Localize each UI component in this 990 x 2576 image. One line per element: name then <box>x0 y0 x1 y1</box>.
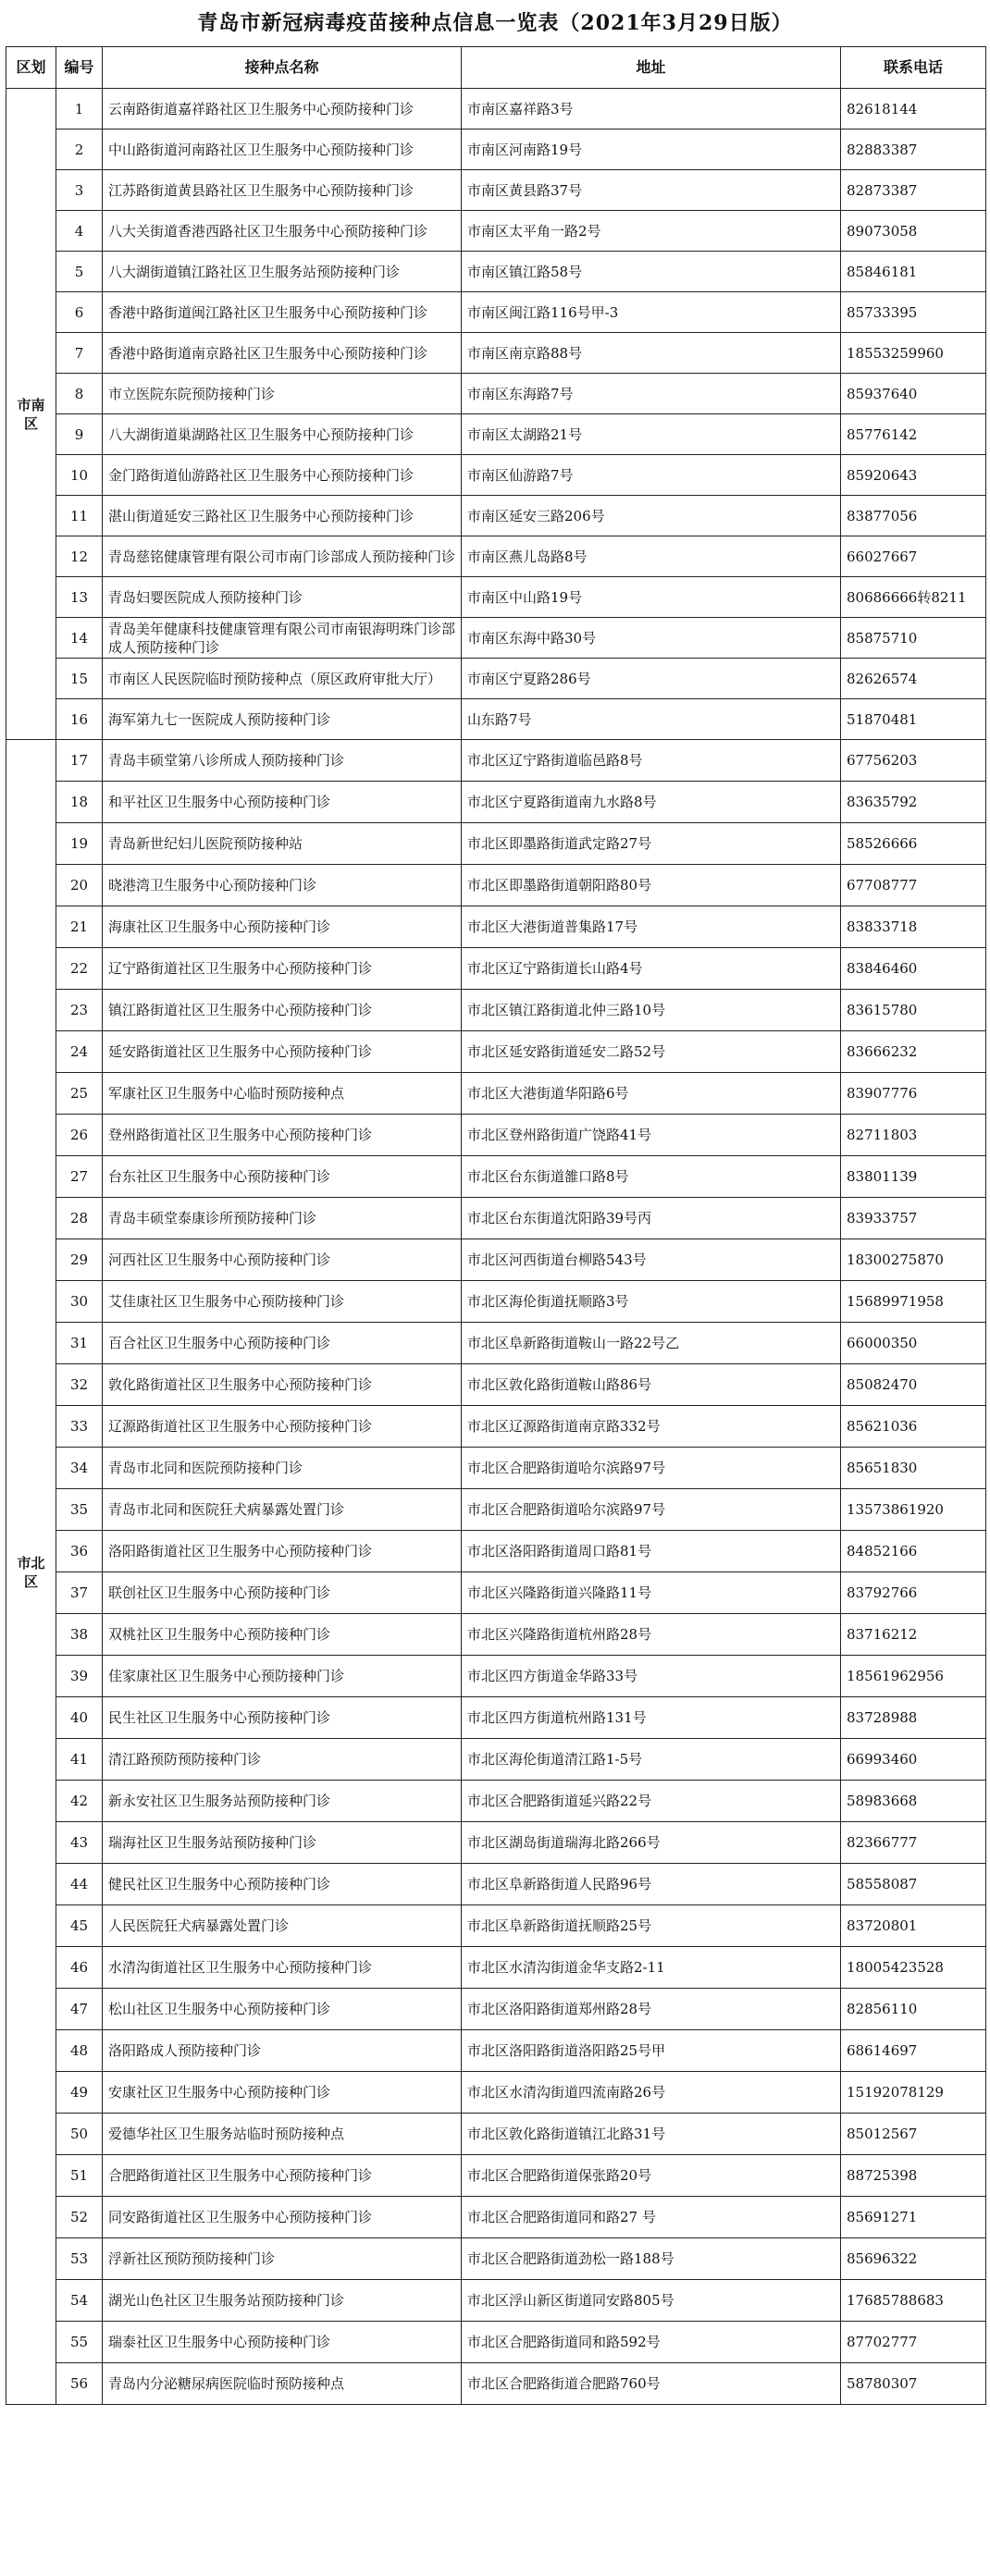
row-number-cell: 7 <box>56 333 103 374</box>
site-name-cell: 浮新社区预防预防接种门诊 <box>103 2238 462 2280</box>
header-phone: 联系电话 <box>841 47 986 89</box>
table-row <box>6 699 986 740</box>
row-number-cell: 20 <box>56 865 103 906</box>
site-name-cell: 市南区人民医院临时预防接种点（原区政府审批大厅） <box>103 659 462 699</box>
row-number-cell: 30 <box>56 1281 103 1323</box>
table-row <box>6 2322 986 2363</box>
row-number-cell: 15 <box>56 659 103 699</box>
table-row <box>6 1531 986 1572</box>
row-number-cell: 50 <box>56 2114 103 2155</box>
site-name-cell: 中山路街道河南路社区卫生服务中心预防接种门诊 <box>103 129 462 170</box>
phone-cell: 85733395 <box>841 292 986 333</box>
row-number-cell: 42 <box>56 1781 103 1822</box>
phone-cell: 18005423528 <box>841 1947 986 1989</box>
row-number-cell: 33 <box>56 1406 103 1448</box>
page-title: 青岛市新冠病毒疫苗接种点信息一览表（2021年3月29日版） <box>197 11 793 35</box>
row-number-cell: 4 <box>56 211 103 252</box>
address-cell: 市北区辽宁路街道临邑路8号 <box>462 740 841 782</box>
site-name-cell: 洛阳路街道社区卫生服务中心预防接种门诊 <box>103 1531 462 1572</box>
phone-cell: 85691271 <box>841 2197 986 2238</box>
table-row <box>6 1198 986 1239</box>
phone-cell: 85875710 <box>841 618 986 659</box>
table-row <box>6 1947 986 1989</box>
site-name-cell: 晓港湾卫生服务中心预防接种门诊 <box>103 865 462 906</box>
table-row <box>6 211 986 252</box>
address-cell: 市北区水清沟街道金华支路2-11 <box>462 1947 841 1989</box>
district-cell: 市北区 <box>6 740 56 2405</box>
phone-cell: 80686666转8211 <box>841 577 986 618</box>
row-number-cell: 28 <box>56 1198 103 1239</box>
phone-cell: 82626574 <box>841 659 986 699</box>
address-cell: 山东路7号 <box>462 699 841 740</box>
address-cell: 市北区即墨路街道武定路27号 <box>462 823 841 865</box>
site-name-cell: 青岛市北同和医院狂犬病暴露处置门诊 <box>103 1489 462 1531</box>
phone-cell: 82618144 <box>841 89 986 129</box>
table-row <box>6 2114 986 2155</box>
site-name-cell: 军康社区卫生服务中心临时预防接种点 <box>103 1073 462 1115</box>
row-number-cell: 21 <box>56 906 103 948</box>
address-cell: 市北区湖岛街道瑞海北路266号 <box>462 1822 841 1864</box>
site-name-cell: 八大湖街道巢湖路社区卫生服务中心预防接种门诊 <box>103 414 462 455</box>
row-number-cell: 8 <box>56 374 103 414</box>
header-name: 接种点名称 <box>103 47 462 89</box>
site-name-cell: 海军第九七一医院成人预防接种门诊 <box>103 699 462 740</box>
address-cell: 市北区合肥路街道哈尔滨路97号 <box>462 1448 841 1489</box>
site-name-cell: 瑞海社区卫生服务站预防接种门诊 <box>103 1822 462 1864</box>
table-row <box>6 1989 986 2030</box>
table-row <box>6 2072 986 2114</box>
row-number-cell: 24 <box>56 1031 103 1073</box>
row-number-cell: 55 <box>56 2322 103 2363</box>
phone-cell: 66000350 <box>841 1323 986 1364</box>
row-number-cell: 14 <box>56 618 103 659</box>
site-name-cell: 瑞泰社区卫生服务中心预防接种门诊 <box>103 2322 462 2363</box>
phone-cell: 68614697 <box>841 2030 986 2072</box>
row-number-cell: 17 <box>56 740 103 782</box>
address-cell: 市南区南京路88号 <box>462 333 841 374</box>
site-name-cell: 合肥路街道社区卫生服务中心预防接种门诊 <box>103 2155 462 2197</box>
table-row <box>6 1864 986 1905</box>
site-name-cell: 青岛美年健康科技健康管理有限公司市南银海明珠门诊部成人预防接种门诊 <box>103 618 462 659</box>
phone-cell: 83635792 <box>841 782 986 823</box>
phone-cell: 85651830 <box>841 1448 986 1489</box>
address-cell: 市北区合肥路街道保张路20号 <box>462 2155 841 2197</box>
table-header-row <box>6 47 986 89</box>
phone-cell: 82856110 <box>841 1989 986 2030</box>
site-name-cell: 人民医院狂犬病暴露处置门诊 <box>103 1905 462 1947</box>
address-cell: 市北区即墨路街道朝阳路80号 <box>462 865 841 906</box>
phone-cell: 66027667 <box>841 536 986 577</box>
address-cell: 市北区河西街道台柳路543号 <box>462 1239 841 1281</box>
address-cell: 市南区河南路19号 <box>462 129 841 170</box>
address-cell: 市南区东海路7号 <box>462 374 841 414</box>
site-name-cell: 香港中路街道南京路社区卫生服务中心预防接种门诊 <box>103 333 462 374</box>
address-cell: 市北区大港街道普集路17号 <box>462 906 841 948</box>
row-number-cell: 39 <box>56 1656 103 1697</box>
row-number-cell: 5 <box>56 252 103 292</box>
table-row <box>6 618 986 659</box>
row-number-cell: 35 <box>56 1489 103 1531</box>
row-number-cell: 29 <box>56 1239 103 1281</box>
table-row <box>6 823 986 865</box>
site-name-cell: 双桃社区卫生服务中心预防接种门诊 <box>103 1614 462 1656</box>
phone-cell: 58983668 <box>841 1781 986 1822</box>
address-cell: 市北区延安路街道延安二路52号 <box>462 1031 841 1073</box>
address-cell: 市北区阜新路街道人民路96号 <box>462 1864 841 1905</box>
site-name-cell: 青岛丰硕堂第八诊所成人预防接种门诊 <box>103 740 462 782</box>
phone-cell: 15192078129 <box>841 2072 986 2114</box>
site-name-cell: 江苏路街道黄县路社区卫生服务中心预防接种门诊 <box>103 170 462 211</box>
table-row <box>6 1073 986 1115</box>
row-number-cell: 25 <box>56 1073 103 1115</box>
table-row <box>6 1656 986 1697</box>
phone-cell: 82883387 <box>841 129 986 170</box>
table-row <box>6 1031 986 1073</box>
address-cell: 市北区宁夏路街道南九水路8号 <box>462 782 841 823</box>
phone-cell: 84852166 <box>841 1531 986 1572</box>
address-cell: 市北区兴隆路街道兴隆路11号 <box>462 1572 841 1614</box>
site-name-cell: 联创社区卫生服务中心预防接种门诊 <box>103 1572 462 1614</box>
address-cell: 市北区敦化路街道镇江北路31号 <box>462 2114 841 2155</box>
table-row <box>6 577 986 618</box>
table-row <box>6 1323 986 1364</box>
phone-cell: 82711803 <box>841 1115 986 1156</box>
table-row <box>6 1406 986 1448</box>
address-cell: 市北区合肥路街道同和路592号 <box>462 2322 841 2363</box>
row-number-cell: 10 <box>56 455 103 496</box>
address-cell: 市北区辽源路街道南京路332号 <box>462 1406 841 1448</box>
table-row <box>6 865 986 906</box>
phone-cell: 58526666 <box>841 823 986 865</box>
phone-cell: 51870481 <box>841 699 986 740</box>
row-number-cell: 34 <box>56 1448 103 1489</box>
phone-cell: 83877056 <box>841 496 986 536</box>
row-number-cell: 51 <box>56 2155 103 2197</box>
row-number-cell: 1 <box>56 89 103 129</box>
phone-cell: 88725398 <box>841 2155 986 2197</box>
address-cell: 市北区合肥路街道延兴路22号 <box>462 1781 841 1822</box>
row-number-cell: 45 <box>56 1905 103 1947</box>
site-name-cell: 登州路街道社区卫生服务中心预防接种门诊 <box>103 1115 462 1156</box>
table-row <box>6 990 986 1031</box>
phone-cell: 87702777 <box>841 2322 986 2363</box>
row-number-cell: 23 <box>56 990 103 1031</box>
address-cell: 市南区镇江路58号 <box>462 252 841 292</box>
row-number-cell: 6 <box>56 292 103 333</box>
row-number-cell: 49 <box>56 2072 103 2114</box>
table-row <box>6 536 986 577</box>
row-number-cell: 2 <box>56 129 103 170</box>
table-row <box>6 374 986 414</box>
address-cell: 市南区嘉祥路3号 <box>462 89 841 129</box>
table-row <box>6 1572 986 1614</box>
table-row <box>6 292 986 333</box>
phone-cell: 82366777 <box>841 1822 986 1864</box>
table-row <box>6 1239 986 1281</box>
row-number-cell: 3 <box>56 170 103 211</box>
row-number-cell: 19 <box>56 823 103 865</box>
header-no: 编号 <box>56 47 103 89</box>
site-name-cell: 安康社区卫生服务中心预防接种门诊 <box>103 2072 462 2114</box>
table-row <box>6 2363 986 2405</box>
site-name-cell: 湖光山色社区卫生服务站预防接种门诊 <box>103 2280 462 2322</box>
table-row <box>6 1489 986 1531</box>
table-row <box>6 1156 986 1198</box>
address-cell: 市北区台东街道沈阳路39号丙 <box>462 1198 841 1239</box>
table-row <box>6 2238 986 2280</box>
address-cell: 市北区大港街道华阳路6号 <box>462 1073 841 1115</box>
address-cell: 市北区洛阳路街道周口路81号 <box>462 1531 841 1572</box>
row-number-cell: 54 <box>56 2280 103 2322</box>
phone-cell: 17685788683 <box>841 2280 986 2322</box>
phone-cell: 83716212 <box>841 1614 986 1656</box>
site-name-cell: 清江路预防预防接种门诊 <box>103 1739 462 1781</box>
table-row <box>6 1822 986 1864</box>
table-row <box>6 1739 986 1781</box>
table-row <box>6 170 986 211</box>
address-cell: 市南区仙游路7号 <box>462 455 841 496</box>
phone-cell: 58558087 <box>841 1864 986 1905</box>
table-row <box>6 948 986 990</box>
site-name-cell: 爱德华社区卫生服务站临时预防接种点 <box>103 2114 462 2155</box>
row-number-cell: 27 <box>56 1156 103 1198</box>
site-name-cell: 青岛慈铭健康管理有限公司市南门诊部成人预防接种门诊 <box>103 536 462 577</box>
address-cell: 市北区海伦街道抚顺路3号 <box>462 1281 841 1323</box>
site-name-cell: 青岛妇婴医院成人预防接种门诊 <box>103 577 462 618</box>
row-number-cell: 36 <box>56 1531 103 1572</box>
table-row <box>6 1448 986 1489</box>
site-name-cell: 延安路街道社区卫生服务中心预防接种门诊 <box>103 1031 462 1073</box>
phone-cell: 67708777 <box>841 865 986 906</box>
address-cell: 市北区登州路街道广饶路41号 <box>462 1115 841 1156</box>
row-number-cell: 13 <box>56 577 103 618</box>
address-cell: 市北区四方街道杭州路131号 <box>462 1697 841 1739</box>
phone-cell: 85012567 <box>841 2114 986 2155</box>
district-cell: 市南区 <box>6 89 56 740</box>
phone-cell: 85920643 <box>841 455 986 496</box>
site-name-cell: 青岛内分泌糖尿病医院临时预防接种点 <box>103 2363 462 2405</box>
site-name-cell: 台东社区卫生服务中心预防接种门诊 <box>103 1156 462 1198</box>
phone-cell: 83933757 <box>841 1198 986 1239</box>
table-row <box>6 2197 986 2238</box>
vaccination-sites-table <box>6 46 986 2405</box>
phone-cell: 85776142 <box>841 414 986 455</box>
phone-cell: 83846460 <box>841 948 986 990</box>
site-name-cell: 民生社区卫生服务中心预防接种门诊 <box>103 1697 462 1739</box>
site-name-cell: 和平社区卫生服务中心预防接种门诊 <box>103 782 462 823</box>
table-row <box>6 1905 986 1947</box>
phone-cell: 18561962956 <box>841 1656 986 1697</box>
row-number-cell: 18 <box>56 782 103 823</box>
site-name-cell: 佳家康社区卫生服务中心预防接种门诊 <box>103 1656 462 1697</box>
table-row <box>6 455 986 496</box>
site-name-cell: 水清沟街道社区卫生服务中心预防接种门诊 <box>103 1947 462 1989</box>
site-name-cell: 八大湖街道镇江路社区卫生服务站预防接种门诊 <box>103 252 462 292</box>
table-row <box>6 1697 986 1739</box>
row-number-cell: 47 <box>56 1989 103 2030</box>
site-name-cell: 青岛丰硕堂泰康诊所预防接种门诊 <box>103 1198 462 1239</box>
phone-cell: 83833718 <box>841 906 986 948</box>
site-name-cell: 湛山街道延安三路社区卫生服务中心预防接种门诊 <box>103 496 462 536</box>
phone-cell: 85846181 <box>841 252 986 292</box>
address-cell: 市南区闽江路116号甲-3 <box>462 292 841 333</box>
phone-cell: 83801139 <box>841 1156 986 1198</box>
site-name-cell: 辽宁路街道社区卫生服务中心预防接种门诊 <box>103 948 462 990</box>
row-number-cell: 31 <box>56 1323 103 1364</box>
row-number-cell: 26 <box>56 1115 103 1156</box>
address-cell: 市北区台东街道雒口路8号 <box>462 1156 841 1198</box>
phone-cell: 15689971958 <box>841 1281 986 1323</box>
phone-cell: 83666232 <box>841 1031 986 1073</box>
site-name-cell: 八大关街道香港西路社区卫生服务中心预防接种门诊 <box>103 211 462 252</box>
table-row <box>6 906 986 948</box>
row-number-cell: 9 <box>56 414 103 455</box>
row-number-cell: 22 <box>56 948 103 990</box>
table-row <box>6 1115 986 1156</box>
address-cell: 市北区合肥路街道哈尔滨路97号 <box>462 1489 841 1531</box>
phone-cell: 58780307 <box>841 2363 986 2405</box>
table-row <box>6 782 986 823</box>
table-row <box>6 129 986 170</box>
phone-cell: 85937640 <box>841 374 986 414</box>
phone-cell: 89073058 <box>841 211 986 252</box>
site-name-cell: 辽源路街道社区卫生服务中心预防接种门诊 <box>103 1406 462 1448</box>
address-cell: 市北区兴隆路街道杭州路28号 <box>462 1614 841 1656</box>
header-address: 地址 <box>462 47 841 89</box>
site-name-cell: 香港中路街道闽江路社区卫生服务中心预防接种门诊 <box>103 292 462 333</box>
address-cell: 市北区镇江路街道北仲三路10号 <box>462 990 841 1031</box>
address-cell: 市南区太湖路21号 <box>462 414 841 455</box>
site-name-cell: 新永安社区卫生服务站预防接种门诊 <box>103 1781 462 1822</box>
row-number-cell: 16 <box>56 699 103 740</box>
address-cell: 市北区四方街道金华路33号 <box>462 1656 841 1697</box>
phone-cell: 18553259960 <box>841 333 986 374</box>
address-cell: 市南区东海中路30号 <box>462 618 841 659</box>
address-cell: 市北区合肥路街道合肥路760号 <box>462 2363 841 2405</box>
address-cell: 市北区洛阳路街道郑州路28号 <box>462 1989 841 2030</box>
table-body <box>6 89 986 2405</box>
address-cell: 市北区浮山新区街道同安路805号 <box>462 2280 841 2322</box>
table-row <box>6 1614 986 1656</box>
table-row <box>6 333 986 374</box>
table-row <box>6 2280 986 2322</box>
row-number-cell: 32 <box>56 1364 103 1406</box>
site-name-cell: 市立医院东院预防接种门诊 <box>103 374 462 414</box>
table-row <box>6 1281 986 1323</box>
phone-cell: 83728988 <box>841 1697 986 1739</box>
phone-cell: 83907776 <box>841 1073 986 1115</box>
row-number-cell: 53 <box>56 2238 103 2280</box>
table-row <box>6 2030 986 2072</box>
site-name-cell: 洛阳路成人预防接种门诊 <box>103 2030 462 2072</box>
address-cell: 市北区阜新路街道鞍山一路22号乙 <box>462 1323 841 1364</box>
address-cell: 市北区辽宁路街道长山路4号 <box>462 948 841 990</box>
site-name-cell: 艾佳康社区卫生服务中心预防接种门诊 <box>103 1281 462 1323</box>
table-row <box>6 89 986 129</box>
phone-cell: 85696322 <box>841 2238 986 2280</box>
row-number-cell: 11 <box>56 496 103 536</box>
address-cell: 市北区合肥路街道劲松一路188号 <box>462 2238 841 2280</box>
row-number-cell: 56 <box>56 2363 103 2405</box>
row-number-cell: 41 <box>56 1739 103 1781</box>
row-number-cell: 40 <box>56 1697 103 1739</box>
address-cell: 市北区合肥路街道同和路27 号 <box>462 2197 841 2238</box>
row-number-cell: 43 <box>56 1822 103 1864</box>
header-district: 区划 <box>6 47 56 89</box>
site-name-cell: 河西社区卫生服务中心预防接种门诊 <box>103 1239 462 1281</box>
phone-cell: 66993460 <box>841 1739 986 1781</box>
address-cell: 市南区中山路19号 <box>462 577 841 618</box>
phone-cell: 85082470 <box>841 1364 986 1406</box>
address-cell: 市北区水清沟街道四流南路26号 <box>462 2072 841 2114</box>
address-cell: 市北区阜新路街道抚顺路25号 <box>462 1905 841 1947</box>
row-number-cell: 37 <box>56 1572 103 1614</box>
site-name-cell: 健民社区卫生服务中心预防接种门诊 <box>103 1864 462 1905</box>
row-number-cell: 48 <box>56 2030 103 2072</box>
row-number-cell: 38 <box>56 1614 103 1656</box>
table-row <box>6 1364 986 1406</box>
phone-cell: 13573861920 <box>841 1489 986 1531</box>
address-cell: 市南区燕儿岛路8号 <box>462 536 841 577</box>
table-row <box>6 659 986 699</box>
phone-cell: 82873387 <box>841 170 986 211</box>
table-row <box>6 414 986 455</box>
row-number-cell: 52 <box>56 2197 103 2238</box>
site-name-cell: 云南路街道嘉祥路社区卫生服务中心预防接种门诊 <box>103 89 462 129</box>
phone-cell: 83792766 <box>841 1572 986 1614</box>
site-name-cell: 松山社区卫生服务中心预防接种门诊 <box>103 1989 462 2030</box>
table-row <box>6 2155 986 2197</box>
table-row <box>6 252 986 292</box>
row-number-cell: 12 <box>56 536 103 577</box>
address-cell: 市北区海伦街道清江路1-5号 <box>462 1739 841 1781</box>
address-cell: 市南区延安三路206号 <box>462 496 841 536</box>
phone-cell: 83720801 <box>841 1905 986 1947</box>
address-cell: 市南区黄县路37号 <box>462 170 841 211</box>
phone-cell: 67756203 <box>841 740 986 782</box>
site-name-cell: 青岛市北同和医院预防接种门诊 <box>103 1448 462 1489</box>
site-name-cell: 海康社区卫生服务中心预防接种门诊 <box>103 906 462 948</box>
site-name-cell: 百合社区卫生服务中心预防接种门诊 <box>103 1323 462 1364</box>
site-name-cell: 金门路街道仙游路社区卫生服务中心预防接种门诊 <box>103 455 462 496</box>
address-cell: 市南区太平角一路2号 <box>462 211 841 252</box>
phone-cell: 18300275870 <box>841 1239 986 1281</box>
site-name-cell: 青岛新世纪妇儿医院预防接种站 <box>103 823 462 865</box>
table-row <box>6 1781 986 1822</box>
phone-cell: 85621036 <box>841 1406 986 1448</box>
row-number-cell: 44 <box>56 1864 103 1905</box>
address-cell: 市南区宁夏路286号 <box>462 659 841 699</box>
row-number-cell: 46 <box>56 1947 103 1989</box>
table-row <box>6 740 986 782</box>
phone-cell: 83615780 <box>841 990 986 1031</box>
address-cell: 市北区敦化路街道鞍山路86号 <box>462 1364 841 1406</box>
site-name-cell: 镇江路街道社区卫生服务中心预防接种门诊 <box>103 990 462 1031</box>
address-cell: 市北区洛阳路街道洛阳路25号甲 <box>462 2030 841 2072</box>
table-row <box>6 496 986 536</box>
site-name-cell: 敦化路街道社区卫生服务中心预防接种门诊 <box>103 1364 462 1406</box>
site-name-cell: 同安路街道社区卫生服务中心预防接种门诊 <box>103 2197 462 2238</box>
